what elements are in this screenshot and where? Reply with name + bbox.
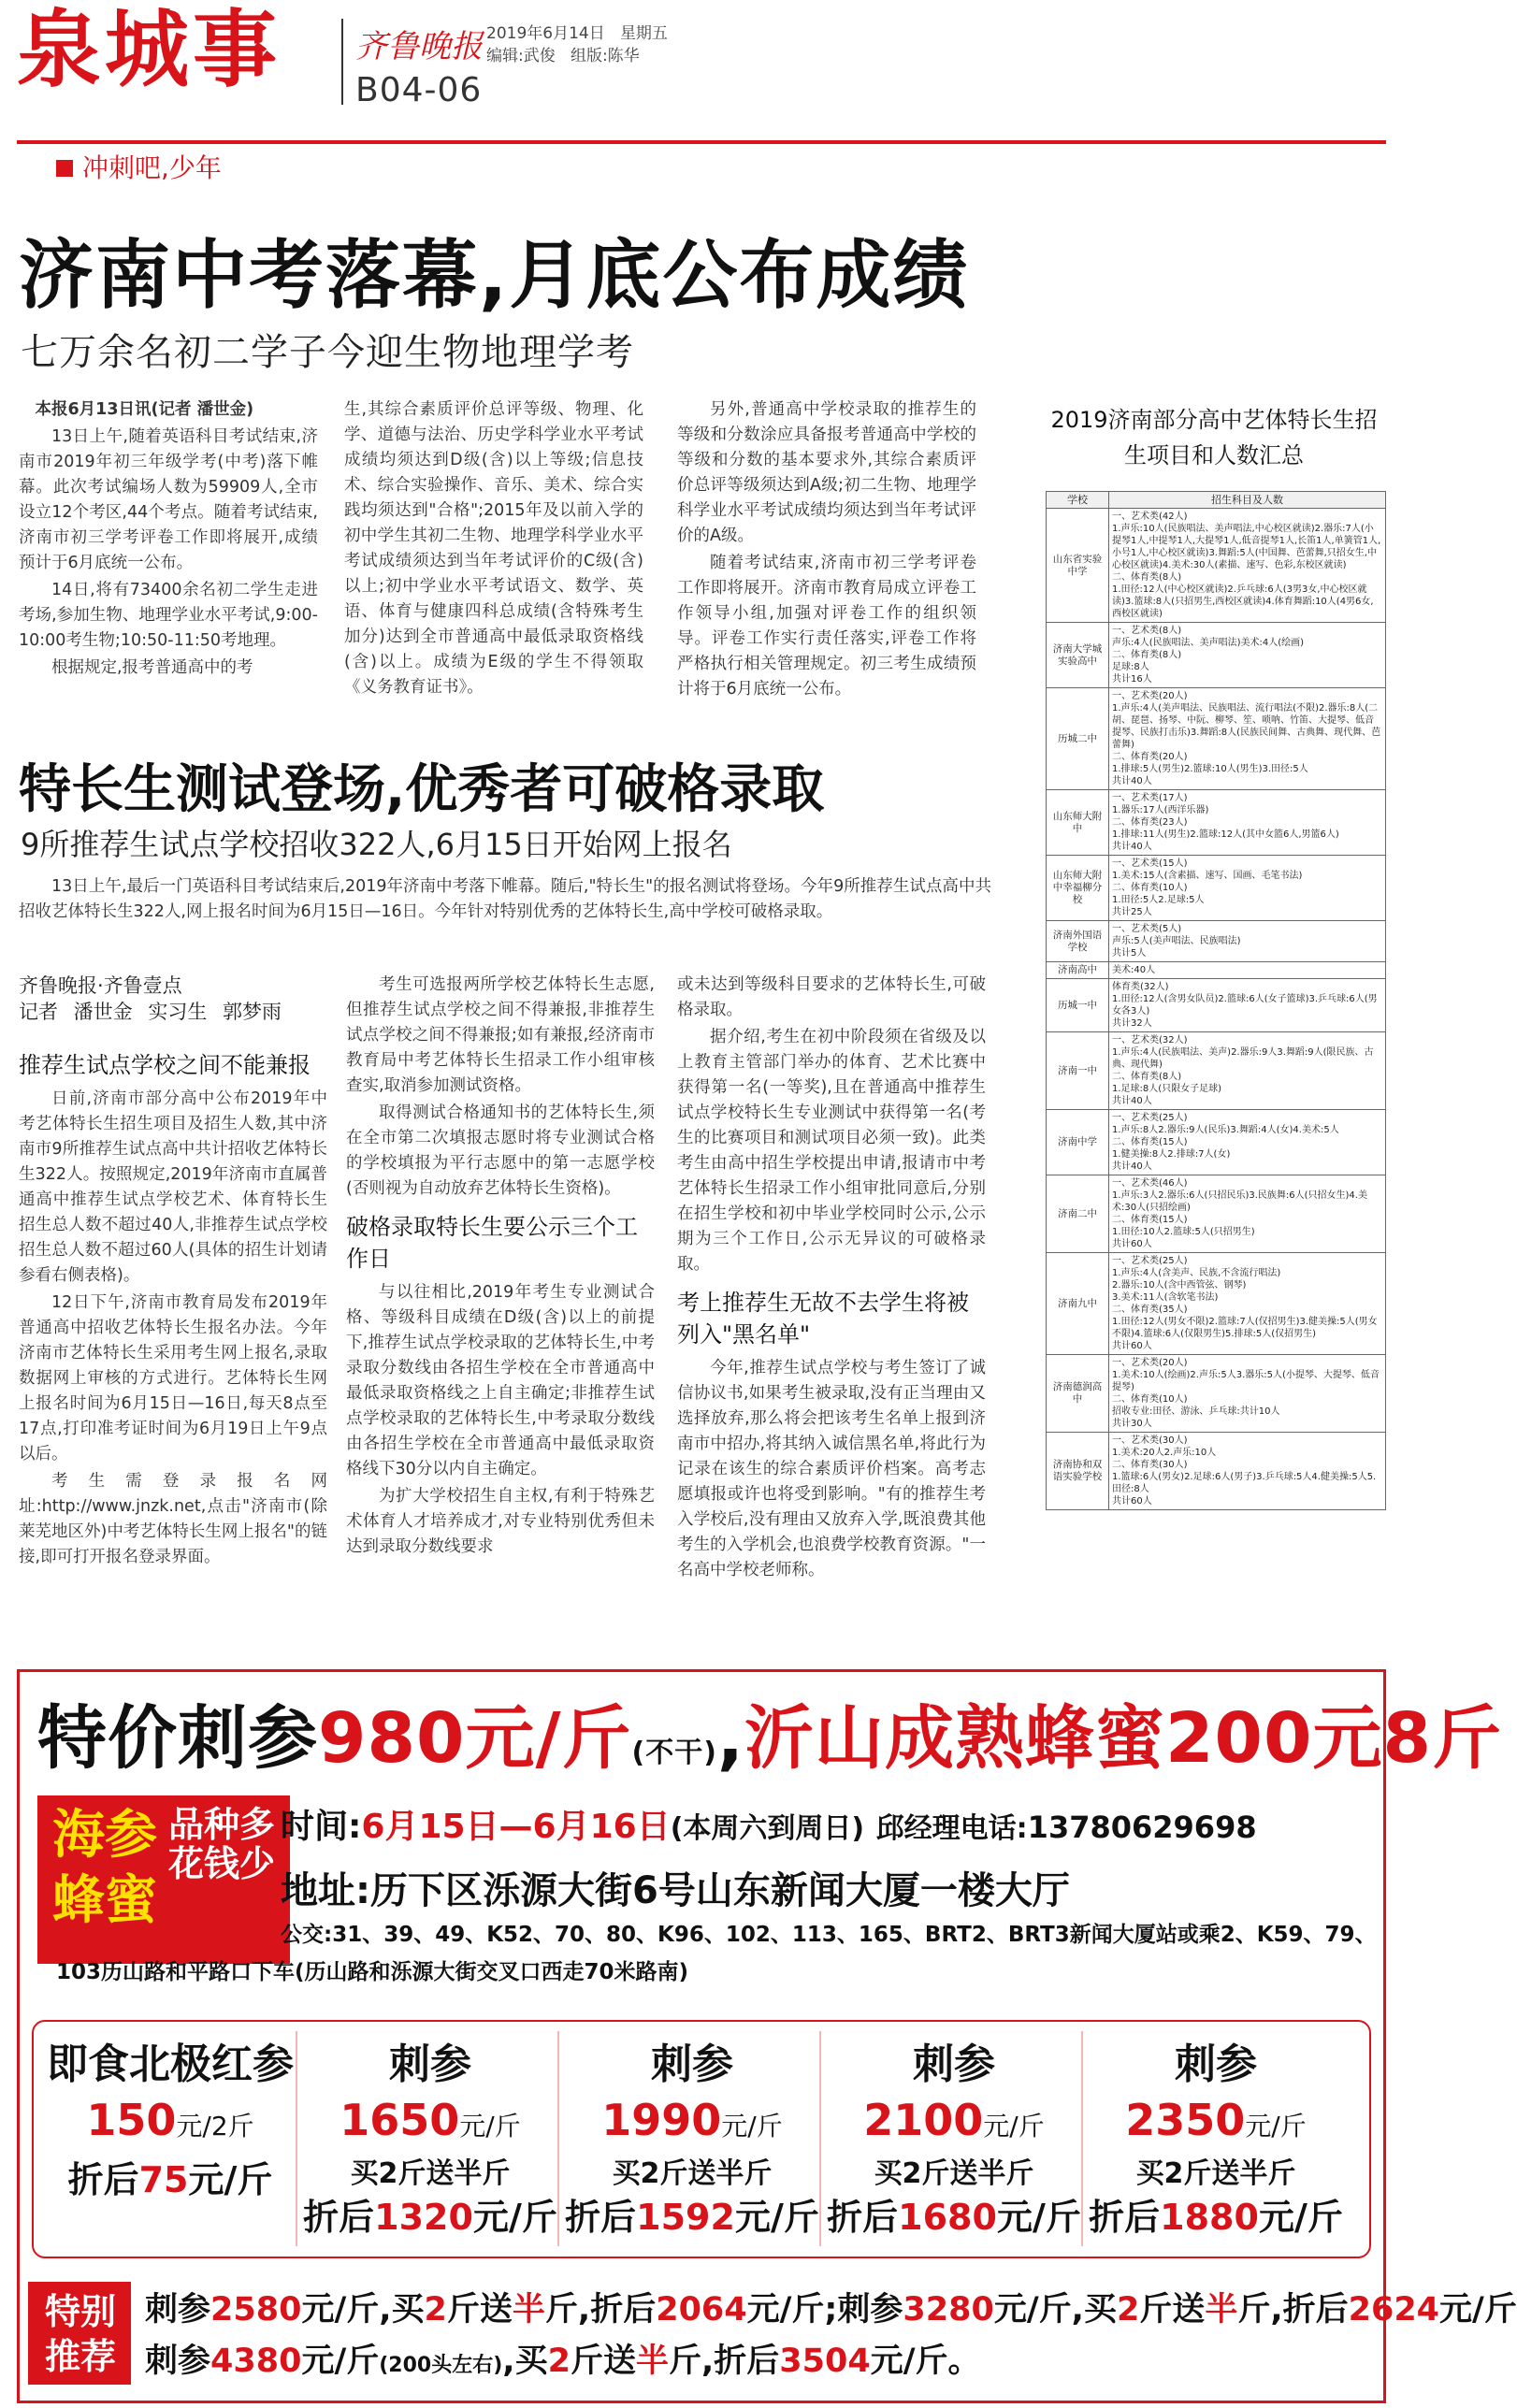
article1-dateline: 本报6月13日讯(记者 潘世金) xyxy=(35,400,254,419)
special-segment: 3504 xyxy=(779,2343,871,2380)
product-promo: 买2斤送半斤 xyxy=(350,2157,511,2190)
special-segment: 3280 xyxy=(903,2291,994,2329)
special-segment: 斤送 xyxy=(570,2343,636,2380)
school-name-cell: 济南高中 xyxy=(1047,962,1109,979)
product-after-pre: 折后 xyxy=(827,2197,899,2238)
article1-paragraph: 根据规定,报考普通高中的考 xyxy=(51,658,253,677)
product-price: 2350 xyxy=(1125,2095,1246,2145)
issue-date: 2019年6月14日 xyxy=(486,24,605,43)
table-header-plan: 招生科目及人数 xyxy=(1109,492,1386,509)
admission-plan-cell: 一、艺术类(20人) 1.声乐:4人(美声唱法、民族唱法、流行唱法(不限)2.器乐:8人(二胡、琵琶、扬琴、中阮、柳琴、笙、唢呐、竹笛、大提琴、低音提琴、民族打击乐)3.舞蹈:8人(民族民间舞、古典舞、现代舞、芭蕾舞) 二、体育类(20人) 1.排球:5人(男生)2.篮球:10人(男生)3.田径:5人 共计40人 xyxy=(1109,688,1386,790)
product-after-pre: 折后 xyxy=(303,2197,375,2238)
school-name-cell: 山东省实验中学 xyxy=(1047,509,1109,623)
ad-badge-main: 海参 蜂蜜 xyxy=(52,1805,157,1931)
article1-paragraph: 随着考试结束,济南市初三学考评卷工作即将展开。济南市教育局成立评卷工作领导小组,加强对评卷工作的组织领导。评卷工作实行责任落实,评卷工作将严格执行相关管理规定。初三考生成绩预计将于6月底统一公布。 xyxy=(677,554,976,699)
admission-plan-cell: 一、艺术类(15人) 1.美术:15人(含素描、速写、国画、毛笔书法) 二、体育类(10人) 1.田径:5人2.足球:5人 共计25人 xyxy=(1109,856,1386,921)
product-discount-line xyxy=(299,2193,561,2242)
article2-paragraph: 取得测试合格通知书的艺体特长生,须在全市第二次填报志愿时将专业测试合格的学校填报为平行志愿中的第一志愿学校(否则视为自动放弃艺体特长生资格)。 xyxy=(346,1103,655,1198)
article2-authors: 记者 潘世金 实习生 郭梦雨 xyxy=(19,1001,282,1023)
school-name-cell: 历城一中 xyxy=(1047,979,1109,1032)
admission-plan-cell: 一、艺术类(20人) 1.美术:10人(绘画)2.声乐:5人3.器乐:5人(小提琴、大提琴、低音提琴) 二、体育类(10人) 招收专业:田径、游泳、乒乓球:共计10人 共计30人 xyxy=(1109,1355,1386,1433)
ad-time-note: (本周六到周日) xyxy=(670,1812,865,1845)
admission-plan-cell: 一、艺术类(46人) 1.声乐:3人2.器乐:6人(只招民乐)3.民族舞:6人(只招女生)4.美术:30人(只招绘画) 二、体育类(15人) 1.田径:10人2.篮球:5人(只招男生) 共计60人 xyxy=(1109,1175,1386,1253)
product-after-unit: 元/斤 xyxy=(188,2159,273,2200)
admission-plan-cell: 一、艺术类(25人) 1.声乐:4人(含美声、民族,不含流行唱法) 2.器乐:10人(含中西管弦、钢琴) 3.美术:11人(含软笔书法) 二、体育类(35人) 1.田径:12人(男女不限)2.篮球:7人(仅招男生)3.健美操:5人(男女不限)4.篮球:6人(仅限男生)5.排球:5人(仅招男生) 共计60人 xyxy=(1109,1253,1386,1355)
special-segment: 元/斤;刺参 xyxy=(746,2291,903,2329)
school-name-cell: 山东师大附中 xyxy=(1047,790,1109,856)
ad-title-b: 沂山成熟蜂蜜200元8斤 xyxy=(744,1698,1503,1779)
admission-plan-cell: 一、艺术类(17人) 1.器乐:17人(西洋乐器) 二、体育类(23人) 1.排球:11人(男生)2.篮球:12人(其中女篮6人,男篮6人) 共计40人 xyxy=(1109,790,1386,856)
product-promo: 买2斤送半斤 xyxy=(874,2157,1034,2190)
product-separator xyxy=(557,2031,559,2246)
article2-paragraph: 与以往相比,2019年考生专业测试合格、等级科目成绩在D级(含)以上的前提下,推荐生试点学校录取的艺体特长生,中考录取分数线由各招生学校在全市普通高中最低录取资格线之上自主确定;非推荐生试点学校录取的艺体特长生,中考录取分数线由各招生学校在全市普通高中最低录取资格线下30分以内自主确定。 xyxy=(346,1283,655,1478)
article2-section3-head: 考上推荐生无故不去学生将被列入"黑名单" xyxy=(677,1290,969,1348)
special-segment: (200头左右) xyxy=(379,2354,503,2377)
article2-lead: 13日上午,最后一门英语科目考试结束后,2019年济南中考落下帷幕。随后,"特长生"的报名测试将登场。今年9所推荐生试点高中共招收艺体特长生322人,网上报名时间为6月15日—16日。今年针对特别优秀的艺体特长生,高中学校可破格录取。 xyxy=(19,877,991,921)
ad-addr-label: 地址: xyxy=(281,1869,370,1912)
admission-plan-cell: 一、艺术类(42人) 1.声乐:10人(民族唱法、美声唱法,中心校区就读)2.器乐:7人(小提琴1人,中提琴1人,大提琴1人,低音提琴1人,长笛1人,单簧管1人,小号1人,中心校区就读)3.舞蹈:5人(中国舞、芭蕾舞,只招女生,中心校区就读)4.美术:30人(素描、速写、色彩,东校区就读) 二、体育类(8人) 1.田径:12人(中心校区就读)2.乒乓球:6人(3男3女,中心校区就读)3.篮球:8人(只招男生,西校区就读)4.体育舞蹈:10人(4男6女,西校区就读) xyxy=(1109,509,1386,623)
school-name-cell: 山东师大附中幸福柳分校 xyxy=(1047,856,1109,921)
special-segment: 2 xyxy=(547,2343,571,2380)
admission-plan-cell: 一、艺术类(8人) 声乐:4人(民族唱法、美声唱法)美术:4人(绘画) 二、体育类(8人) 足球:8人 共计16人 xyxy=(1109,623,1386,688)
article1-paragraph: 14日,将有73400余名初二学生走进考场,参加生物、地理学业水平考试,9:00-10:00考生物;10:50-11:50考地理。 xyxy=(19,581,318,650)
article2-paragraph: 为扩大学校招生自主权,有利于特殊艺术体育人才培养成才,对专业特别优秀但未达到录取分数线要求 xyxy=(346,1487,655,1556)
product-name: 即食北极红参 xyxy=(47,2040,294,2088)
product-unit: 元/斤 xyxy=(721,2111,783,2141)
article1-col3 xyxy=(677,397,976,704)
product-price-line xyxy=(823,2091,1085,2156)
ad-title-note: (不干) xyxy=(631,1737,717,1769)
special-segment: 2 xyxy=(424,2291,447,2329)
article2-paragraph: 据介绍,考生在初中阶段须在省级及以上教育主管部门举办的体育、艺术比赛中获得第一名(一等奖),且在普通高中推荐生试点学校特长生专业测试中获得第一名(考生的比赛项目和测试项目必须一致)。此类考生由高中招生学校提出申请,报请市中考艺体特长生招录工作小组审批同意后,分别在招生学校和初中毕业学校同时公示,公示期为三个工作日,公示无异议的可破格录取。 xyxy=(677,1028,986,1274)
section-title: 泉城事 xyxy=(17,1,281,99)
product-discount-line xyxy=(39,2156,301,2204)
editor-credit: 编辑:武俊 xyxy=(486,47,556,65)
special-segment: 元/斤 xyxy=(1439,2291,1517,2329)
ad-phone: 13780629698 xyxy=(1027,1810,1257,1845)
product-separator xyxy=(819,2031,821,2246)
ad-addr: 历下区泺源大街6号山东新闻大厦一楼大厅 xyxy=(370,1869,1070,1912)
article2-paragraph: 考生可选报两所学校艺体特长生志愿,但推荐生试点学校之间不得兼报,非推荐生试点学校之间不得兼报;如有兼报,经济南市教育局中考艺体特长生招录工作小组审核查实,取消参加测试资格。 xyxy=(346,975,655,1095)
table-row xyxy=(1047,1175,1386,1253)
special-segment: 刺参 xyxy=(145,2291,211,2329)
product-price-line xyxy=(39,2091,301,2156)
table-row xyxy=(1047,856,1386,921)
product-after-pre: 折后 xyxy=(67,2159,139,2200)
product-after-unit: 元/斤 xyxy=(996,2197,1081,2238)
article2-paragraph: 12日下午,济南市教育局发布2019年普通高中招收艺体特长生报名办法。今年济南市艺体特长生采用考生网上报名,录取数据网上审核的方式进行。艺体特长生网上报名时间为6月15日—16日,每天8点至17点,打印准考证时间为6月19日上午9点以后。 xyxy=(19,1293,327,1464)
article2-headline: 特长生测试登场,优秀者可破格录取 xyxy=(19,759,825,820)
school-name-cell: 济南九中 xyxy=(1047,1253,1109,1355)
special-line-1 xyxy=(145,2284,1517,2330)
table-row xyxy=(1047,790,1386,856)
table-row xyxy=(1047,1433,1386,1510)
special-segment: 斤,折后 xyxy=(668,2343,780,2380)
admission-plan-cell: 一、艺术类(30人) 1.美术:20人2.声乐:10人 二、体育类(30人) 1.篮球:6人(男女)2.足球:6人(男子)3.乒乓球:5人4.健美操:5人5.田径:8人 共计60人 xyxy=(1109,1433,1386,1510)
article1-paragraph: 13日上午,随着英语科目考试结束,济南市2019年初三年级学考(中考)落下帷幕。此次考试编场人数为59909人,全市设立12个考区,44个考点。随着考试结束,济南市初三学考评卷工作即将展开,成绩预计于6月底统一公布。 xyxy=(19,427,318,572)
product-price: 1990 xyxy=(601,2095,722,2145)
article2-col2 xyxy=(346,973,655,1562)
layout-credit: 组版:陈华 xyxy=(570,47,640,65)
special-segment: ,买 xyxy=(502,2343,548,2380)
admission-plan-cell: 一、艺术类(5人) 声乐:5人(美声唱法、民族唱法) 共计5人 xyxy=(1109,921,1386,962)
product-discount-line xyxy=(561,2193,823,2242)
product-card xyxy=(1085,2039,1347,2242)
ad-title-sep: , xyxy=(716,1698,745,1779)
issue-weekday: 星期五 xyxy=(619,24,668,43)
article2-paragraph: 考生需登录报名网址:http://www.jnzk.net,点击"济南市(除莱芜地区外)中考艺体特长生网上报名"的链接,即可打开报名登录界面。 xyxy=(19,1472,327,1566)
special-segment: 4380 xyxy=(210,2343,302,2380)
product-after-price: 1880 xyxy=(1160,2197,1259,2238)
school-name-cell: 济南大学城实验高中 xyxy=(1047,623,1109,688)
product-name: 刺参 xyxy=(651,2040,733,2088)
product-name: 刺参 xyxy=(913,2040,995,2088)
product-price-line xyxy=(561,2091,823,2156)
product-unit: 元/2斤 xyxy=(176,2111,254,2141)
product-price-line xyxy=(1085,2091,1347,2156)
ad-title-price: 980元/斤 xyxy=(318,1698,632,1779)
special-line-2 xyxy=(145,2335,980,2382)
special-segment: 元/斤。 xyxy=(870,2343,981,2380)
school-name-cell: 济南协和双语实验学校 xyxy=(1047,1433,1109,1510)
product-after-price: 1320 xyxy=(374,2197,473,2238)
product-price: 150 xyxy=(86,2095,177,2145)
school-name-cell: 济南中学 xyxy=(1047,1110,1109,1175)
article1-subhead: 七万余名初二学子今迎生物地理学考 xyxy=(21,331,634,374)
school-name-cell: 济南外国语学校 xyxy=(1047,921,1109,962)
ad-phone-label: 邱经理电话: xyxy=(875,1812,1028,1845)
ad-title-a: 特价刺参 xyxy=(37,1698,318,1779)
special-segment: 元/斤 xyxy=(301,2343,380,2380)
special-segment: 斤送 xyxy=(446,2291,513,2329)
product-unit: 元/斤 xyxy=(1245,2111,1307,2141)
special-segment: 半 xyxy=(635,2343,669,2380)
article2-subhead: 9所推荐生试点学校招收322人,6月15日开始网上报名 xyxy=(21,827,732,862)
admission-plan-cell: 一、艺术类(25人) 1.声乐:8人2.器乐:9人(民乐)3.舞蹈:4人(女)4.美术:5人 二、体育类(15人) 1.健美操:8人2.排球:7人(女) 共计40人 xyxy=(1109,1110,1386,1175)
product-price: 2100 xyxy=(863,2095,984,2145)
ad-badge-side: 品种多 花钱少 xyxy=(168,1804,276,1884)
article2-paragraph: 日前,济南市部分高中公布2019年中考艺体特长生招生项目及招生人数,其中济南市9所推荐生试点高中共计招收艺体特长生322人。按照规定,2019年济南市直属普通高中推荐生试点学校艺术、体育特长生招生总人数不超过40人,非推荐生试点学校招生总人数不超过60人(具体的招生计划请参看右侧表格)。 xyxy=(19,1089,327,1285)
product-after-unit: 元/斤 xyxy=(1258,2197,1343,2238)
ad-time-value: 6月15日—6月16日 xyxy=(361,1808,671,1846)
ad-bus-line2: 103历山路和平路口下车(历山路和泺源大街交叉口西走70米路南) xyxy=(56,1960,689,1984)
special-segment: 2624 xyxy=(1348,2291,1440,2329)
admission-plan-cell: 一、艺术类(32人) 1.声乐:4人(民族唱法、美声)2.器乐:9人3.舞蹈:9人(限民族、古典、现代舞) 二、体育类(8人) 1.足球:8人(只限女子足球) 共计40人 xyxy=(1109,1032,1386,1110)
table-row xyxy=(1047,688,1386,790)
special-segment: 刺参 xyxy=(145,2343,211,2380)
special-segment: 斤,折后 xyxy=(544,2291,657,2329)
page-number: B04-06 xyxy=(355,71,483,109)
table-row xyxy=(1047,1032,1386,1110)
article1-paragraph: 另外,普通高中学校录取的推荐生的等级和分数涂应具备报考普通高中学校的等级和分数的基本要求外,其综合素质评价总评等级须达到A级;初二生物、地理学科学业水平考试成绩均须达到当年考试评价的A级。 xyxy=(677,400,976,545)
special-segment: 半 xyxy=(512,2291,545,2329)
product-card xyxy=(39,2039,301,2204)
ad-time-label: 时间: xyxy=(281,1808,362,1846)
product-after-price: 1592 xyxy=(636,2197,735,2238)
admission-plan-cell: 体育类(32人) 1.田径:12人(含男女队员)2.篮球:6人(女子篮球)3.乒乓球:6人(男女各3人) 共计32人 xyxy=(1109,979,1386,1032)
ad-headline xyxy=(37,1683,1502,1782)
table-row xyxy=(1047,921,1386,962)
column-tag: 冲刺吧,少年 xyxy=(56,148,222,185)
table-row xyxy=(1047,623,1386,688)
special-segment: 半 xyxy=(1205,2291,1238,2329)
table-row xyxy=(1047,1253,1386,1355)
article2-paragraph: 或未达到等级科目要求的艺体特长生,可破格录取。 xyxy=(677,975,986,1019)
table-body xyxy=(1047,509,1386,1510)
sidebar-title: 2019济南部分高中艺体特长生招生项目和人数汇总 xyxy=(1050,407,1378,469)
ad-address-line xyxy=(281,1861,1070,1914)
article1-col2 xyxy=(344,397,643,702)
table-row xyxy=(1047,1355,1386,1433)
special-segment: 2580 xyxy=(210,2291,302,2329)
table-row xyxy=(1047,509,1386,623)
article2-section2-head: 破格录取特长生要公示三个工作日 xyxy=(346,1214,638,1272)
article2-source: 齐鲁晚报·齐鲁壹点 xyxy=(19,974,182,997)
product-name: 刺参 xyxy=(389,2040,471,2088)
product-after-pre: 折后 xyxy=(1089,2197,1161,2238)
product-card xyxy=(823,2039,1085,2242)
product-discount-line xyxy=(1085,2193,1347,2242)
product-after-unit: 元/斤 xyxy=(734,2197,819,2238)
article1-headline: 济南中考落幕,月底公布成绩 xyxy=(19,232,970,319)
table-row xyxy=(1047,962,1386,979)
article2-section1-head: 推荐生试点学校之间不能兼报 xyxy=(19,1052,311,1078)
ad-time-line xyxy=(281,1800,1257,1848)
product-after-price: 75 xyxy=(138,2159,189,2200)
table-row xyxy=(1047,979,1386,1032)
table-header-school: 学校 xyxy=(1047,492,1109,509)
special-segment: 斤,折后 xyxy=(1237,2291,1349,2329)
product-card xyxy=(299,2039,561,2242)
product-after-pre: 折后 xyxy=(565,2197,637,2238)
school-name-cell: 济南二中 xyxy=(1047,1175,1109,1253)
admission-plan-cell: 美术:40人 xyxy=(1109,962,1386,979)
product-discount-line xyxy=(823,2193,1085,2242)
masthead-divider xyxy=(341,19,343,105)
product-separator xyxy=(1081,2031,1083,2246)
product-unit: 元/斤 xyxy=(459,2111,521,2141)
product-price-line xyxy=(299,2091,561,2156)
product-unit: 元/斤 xyxy=(983,2111,1045,2141)
newspaper-brand: 齐鲁晚报 xyxy=(355,28,483,65)
special-segment: 2 xyxy=(1116,2291,1140,2329)
school-name-cell: 济南德润高中 xyxy=(1047,1355,1109,1433)
admissions-table xyxy=(1046,491,1386,1510)
product-name: 刺参 xyxy=(1175,2040,1257,2088)
article2-paragraph: 今年,推荐生试点学校与考生签订了诚信协议书,如果考生被录取,没有正当理由又选择放弃,那么将会把该考生名单上报到济南市中招办,将其纳入诚信黑名单,将此行为记录在该生的综合素质评价档案。高考志愿填报或许也将受到影响。"有的推荐生考入学校后,没有理由又放弃入学,既浪费其他考生的入学机会,也浪费学校教育资源。"一名高中学校老师称。 xyxy=(677,1359,986,1579)
product-separator xyxy=(296,2031,297,2246)
special-segment: 元/斤,买 xyxy=(301,2291,425,2329)
article1-paragraph: 生,其综合素质评价总评等级、物理、化学、道德与法治、历史学科学业水平考试成绩均须达到D级(含)以上等级;信息技术、综合实验操作、音乐、美术、综合实践均须达到"合格";2015年及以前入学的初中学生其初二生物、地理学科学业水平考试成绩须达到当年考试评价的C级(含)以上;初中学业水平考试语文、数学、英语、体育与健康四科总成绩(含特殊考生加分)达到全市普通高中最低录取资格线(含)以上。成绩为E级的学生不得领取《义务教育证书》。 xyxy=(344,400,643,697)
product-after-price: 1680 xyxy=(898,2197,997,2238)
article2-col3 xyxy=(677,973,986,1585)
ad-bus-line1: 公交:31、39、49、K52、70、80、K96、102、113、165、BRT2、BRT3新闻大厦站或乘2、K59、79、 xyxy=(281,1923,1377,1947)
special-label: 特别推荐 xyxy=(44,2291,116,2377)
school-name-cell: 济南一中 xyxy=(1047,1032,1109,1110)
special-segment: 2064 xyxy=(656,2291,747,2329)
product-after-unit: 元/斤 xyxy=(472,2197,557,2238)
article2-col1 xyxy=(19,973,327,1572)
product-price: 1650 xyxy=(340,2095,460,2145)
special-segment: 元/斤,买 xyxy=(993,2291,1117,2329)
special-segment: 斤送 xyxy=(1139,2291,1206,2329)
table-header-row xyxy=(1047,492,1386,509)
masthead-rule xyxy=(17,140,1386,144)
article1-col1 xyxy=(19,397,318,683)
product-promo: 买2斤送半斤 xyxy=(1135,2157,1296,2190)
school-name-cell: 历城二中 xyxy=(1047,688,1109,790)
product-card xyxy=(561,2039,823,2242)
product-promo: 买2斤送半斤 xyxy=(612,2157,773,2190)
table-row xyxy=(1047,1110,1386,1175)
masthead-meta xyxy=(486,22,668,67)
